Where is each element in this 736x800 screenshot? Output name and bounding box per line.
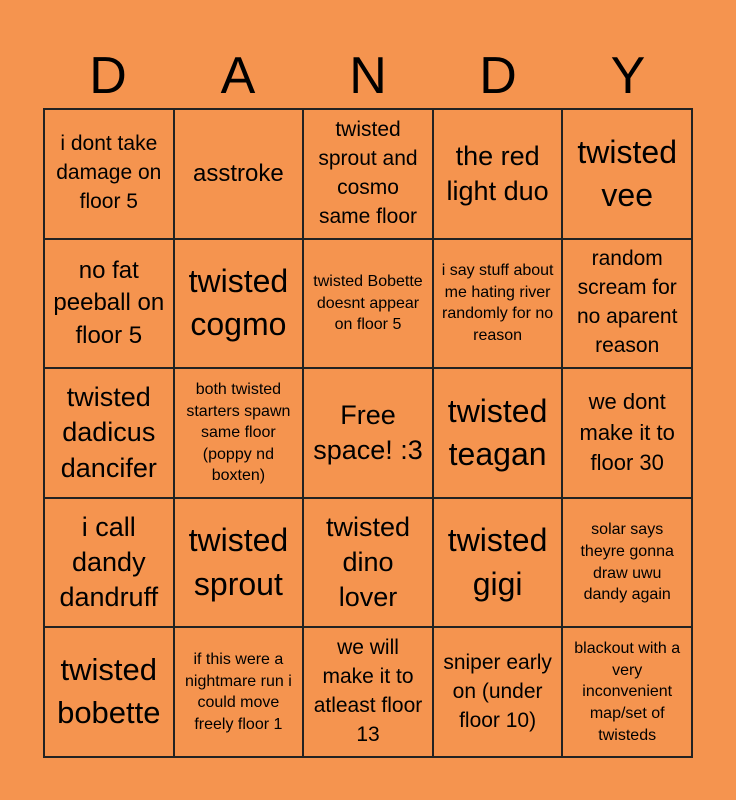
bingo-cell[interactable]: twisted gigi [433, 498, 563, 628]
bingo-cell[interactable]: twisted vee [562, 109, 692, 239]
bingo-cell[interactable]: twisted dadicus dancifer [44, 368, 174, 498]
bingo-cell[interactable]: i dont take damage on floor 5 [44, 109, 174, 239]
bingo-cell[interactable]: sniper early on (under floor 10) [433, 627, 563, 757]
header-letter-1: D [89, 47, 127, 105]
bingo-grid [43, 108, 693, 758]
bingo-cell[interactable]: twisted teagan [433, 368, 563, 498]
bingo-cell[interactable]: asstroke [174, 109, 304, 239]
header-letter-3: N [349, 47, 387, 105]
header-letter-4: D [479, 47, 517, 105]
bingo-cell[interactable]: solar says theyre gonna draw uwu dandy again [562, 498, 692, 628]
bingo-cell[interactable]: twisted sprout [174, 498, 304, 628]
free-space-cell[interactable]: Free space! :3 [303, 368, 433, 498]
bingo-cell[interactable]: both twisted starters spawn same floor (poppy nd boxten) [174, 368, 304, 498]
bingo-cell[interactable]: no fat peeball on floor 5 [44, 239, 174, 369]
bingo-cell[interactable]: blackout with a very inconvenient map/set of twisteds [562, 627, 692, 757]
bingo-cell[interactable]: we will make it to atleast floor 13 [303, 627, 433, 757]
header-letter-5: Y [610, 47, 646, 105]
bingo-cell[interactable]: random scream for no aparent reason [562, 239, 692, 369]
bingo-cell[interactable]: i call dandy dandruff [44, 498, 174, 628]
bingo-cell[interactable]: i say stuff about me hating river randomly for no reason [433, 239, 563, 369]
bingo-cell[interactable]: the red light duo [433, 109, 563, 239]
bingo-cell[interactable]: we dont make it to floor 30 [562, 368, 692, 498]
bingo-header [43, 44, 693, 108]
bingo-cell[interactable]: twisted cogmo [174, 239, 304, 369]
bingo-cell[interactable]: twisted sprout and cosmo same floor [303, 109, 433, 239]
bingo-cell[interactable]: twisted bobette [44, 627, 174, 757]
header-letter-2: A [220, 47, 256, 105]
bingo-cell[interactable]: twisted Bobette doesnt appear on floor 5 [303, 239, 433, 369]
bingo-cell[interactable]: if this were a nightmare run i could move freely floor 1 [174, 627, 304, 757]
bingo-cell[interactable]: twisted dino lover [303, 498, 433, 628]
